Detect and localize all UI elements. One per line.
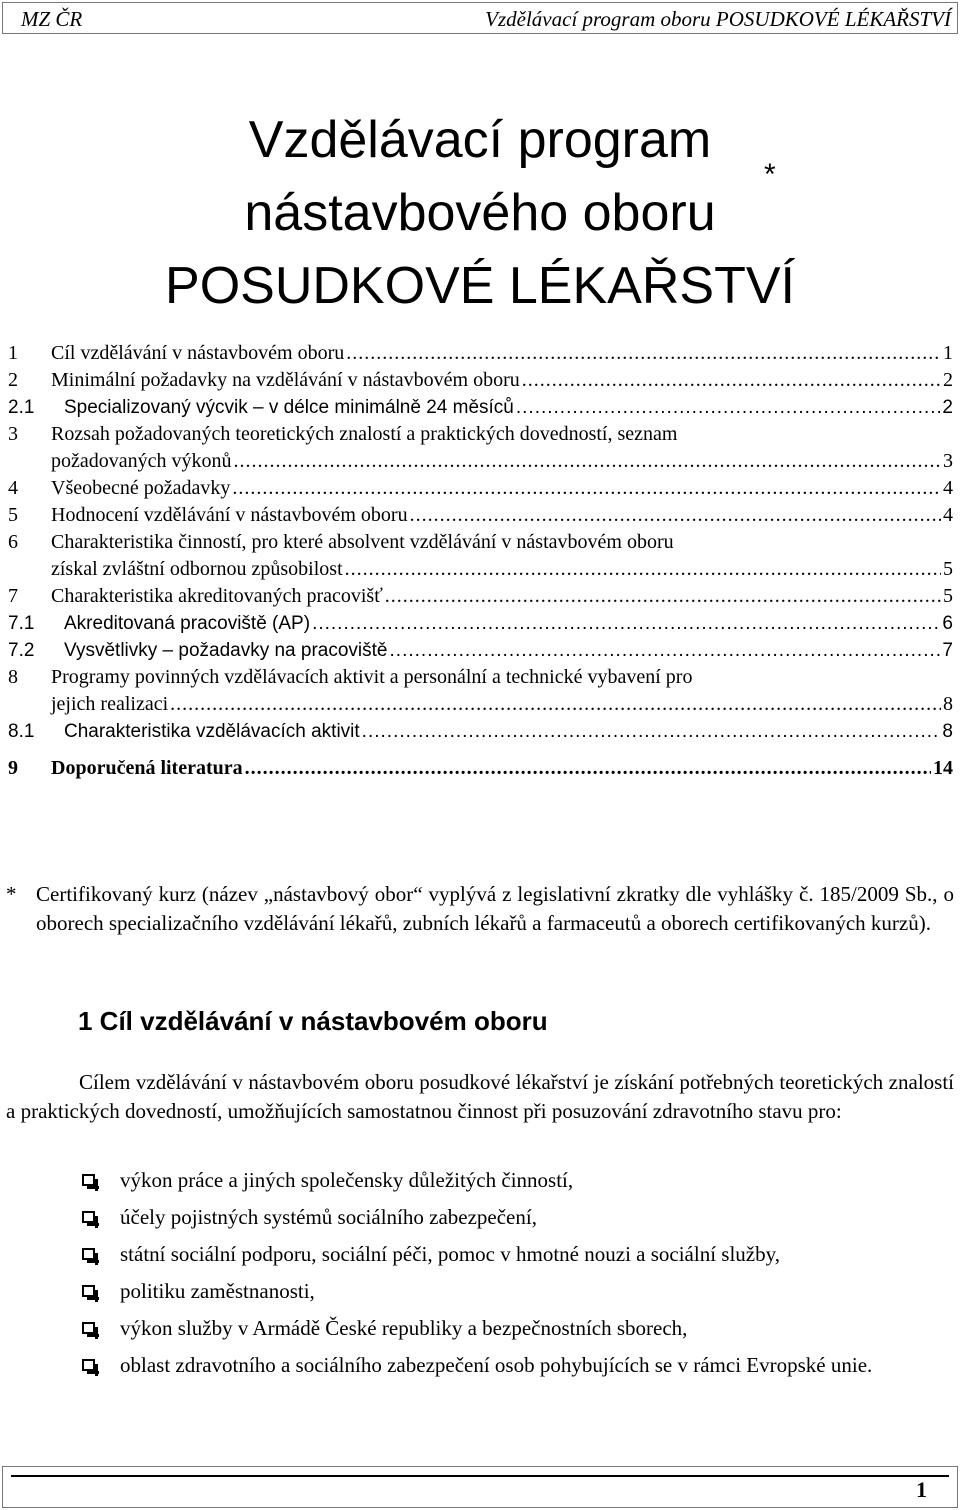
toc-page: 8 [942,721,953,742]
toc-entry-2-1[interactable] [8,394,953,421]
list-item-text: účely pojistných systémů sociálního zabezpečení, [120,1205,537,1229]
footnote-marker: * [6,882,17,906]
toc-page: 4 [943,477,953,499]
toc-leader-dots [245,755,931,782]
toc-text: Charakteristika akreditovaných pracovišť [51,585,383,607]
toc-entry-2[interactable] [8,367,953,394]
title-line-3: POSUDKOVÉ LÉKAŘSTVÍ [165,257,795,315]
toc-text: Doporučená literatura [51,757,243,779]
toc-leader-dots [232,475,941,502]
table-of-contents [8,340,953,782]
list-item [82,1240,954,1269]
toc-entry-7[interactable] [8,583,953,610]
toc-page: 3 [943,450,953,472]
toc-leader-dots [362,718,941,745]
toc-number: 2.1 [8,397,35,418]
toc-text: Specializovaný výcvik – v délce minimálně 24 měsíců [64,397,514,418]
toc-leader-dots [346,340,941,367]
toc-leader-dots [345,556,941,583]
document-title [0,104,960,323]
checkbox-bullet-icon [82,1248,95,1260]
toc-leader-dots [312,610,940,637]
toc-number: 7.2 [8,640,35,661]
toc-entry-5[interactable] [8,502,953,529]
toc-entry-6[interactable] [8,529,953,583]
toc-number: 6 [8,531,18,553]
toc-number: 2 [8,369,18,391]
toc-page: 2 [943,369,953,391]
toc-leader-dots [390,637,941,664]
list-item [82,1166,954,1195]
toc-text: Charakteristika vzdělávacích aktivit [64,721,360,742]
toc-entry-3-line-1 [8,421,953,448]
checkbox-bullet-icon [82,1174,95,1186]
toc-number: 3 [8,423,18,445]
intro-paragraph: Cílem vzdělávání v nástavbovém oboru posudkové lékařství je získání potřebných teoretických znalostí a praktických dovedností, umožňujících samostatnou činnost při posuzování zdravotního stavu pro: [6,1070,954,1123]
checkbox-bullet-icon [82,1359,95,1371]
toc-text-line-1: Charakteristika činností, pro které absolvent vzdělávání v nástavbovém oboru [51,531,674,553]
toc-text: jejich realizaci [51,693,169,715]
toc-page: 4 [943,504,953,526]
toc-number: 8.1 [8,721,35,742]
toc-entry-6-line-2 [8,556,953,583]
list-item-text: výkon práce a jiných společensky důležitých činností, [120,1168,574,1192]
list-item [82,1314,954,1343]
toc-text: požadovaných výkonů [51,450,232,472]
toc-entry-4[interactable] [8,475,953,502]
page-footer [2,1466,958,1508]
header-document-title: Vzdělávací program oboru POSUDKOVÉ LÉKAŘSTVÍ [485,7,951,31]
footnote [6,880,954,938]
toc-page: 14 [933,757,953,779]
toc-text: Vysvětlivky – požadavky na pracoviště [64,640,388,661]
footer-divider [11,1475,949,1477]
toc-page: 6 [942,613,953,634]
toc-page: 5 [943,558,953,580]
toc-text-line-1: Rozsah požadovaných teoretických znalostí a praktických dovedností, seznam [51,423,678,445]
toc-page: 5 [943,585,953,607]
toc-number: 4 [8,477,18,499]
footnote-text: Certifikovaný kurz (název „nástavbový obor“ vyplývá z legislativní zkratky dle vyhlášky č. 185/2009 Sb., o oborech specializačního vzdělávání lékařů, zubních lékařů a farmaceutů a oborech certifikovaných kurzů). [36,882,954,935]
toc-text: získal zvláštní odbornou způsobilost [51,558,343,580]
toc-leader-dots [516,394,941,421]
list-item-text: oblast zdravotního a sociálního zabezpečení osob pohybujících se v rámci Evropské unie. [120,1353,873,1377]
page-number: 1 [916,1477,927,1502]
title-asterisk: * [764,158,776,191]
toc-leader-dots [170,691,941,718]
toc-text: Minimální požadavky na vzdělávání v nástavbovém oboru [51,369,520,391]
page-header [2,2,958,34]
toc-page: 2 [942,397,953,418]
list-item-text: státní sociální podporu, sociální péči, pomoc v hmotné nouzi a sociální služby, [120,1242,781,1266]
toc-text: Akreditovaná pracoviště (AP) [64,613,311,634]
toc-entry-1[interactable] [8,340,953,367]
toc-leader-dots [410,502,941,529]
toc-entry-7-2[interactable] [8,637,953,664]
toc-text: Všeobecné požadavky [51,477,231,499]
list-item-text: politiku zaměstnanosti, [120,1279,315,1303]
section-heading: 1 Cíl vzdělávání v nástavbovém oboru [78,1006,548,1036]
toc-number: 9 [8,757,18,779]
checkbox-bullet-icon [82,1322,95,1334]
toc-entry-7-1[interactable] [8,610,953,637]
list-item [82,1351,954,1380]
toc-number: 7 [8,585,18,607]
toc-leader-dots [385,583,941,610]
toc-number: 1 [8,342,18,364]
toc-page: 7 [942,640,953,661]
title-line-2: nástavbového oboru [244,184,716,242]
toc-number: 8 [8,666,18,688]
list-item [82,1203,954,1232]
list-item-text: výkon služby v Armádě České republiky a bezpečnostních sborech, [120,1316,688,1340]
bullet-list [82,1166,954,1388]
toc-leader-dots [234,448,941,475]
title-line-1: Vzdělávací program [248,111,712,169]
toc-text-line-1: Programy povinných vzdělávacích aktivit a personální a technické vybavení pro [51,666,693,688]
toc-entry-8-line-2 [8,691,953,718]
list-item [82,1277,954,1306]
checkbox-bullet-icon [82,1285,95,1297]
checkbox-bullet-icon [82,1211,95,1223]
toc-entry-8[interactable] [8,664,953,718]
toc-entry-3[interactable] [8,421,953,475]
toc-text: Hodnocení vzdělávání v nástavbovém oboru [51,504,408,526]
toc-entry-9[interactable] [8,755,953,782]
toc-text: Cíl vzdělávání v nástavbovém oboru [51,342,345,364]
toc-entry-3-line-2 [8,448,953,475]
toc-number: 7.1 [8,613,35,634]
toc-number: 5 [8,504,18,526]
toc-entry-8-line-1 [8,664,953,691]
toc-page: 8 [943,693,953,715]
toc-page: 1 [943,342,953,364]
toc-entry-8-1[interactable] [8,718,953,745]
toc-entry-6-line-1 [8,529,953,556]
header-ministry: MZ ČR [21,7,83,31]
toc-leader-dots [522,367,941,394]
